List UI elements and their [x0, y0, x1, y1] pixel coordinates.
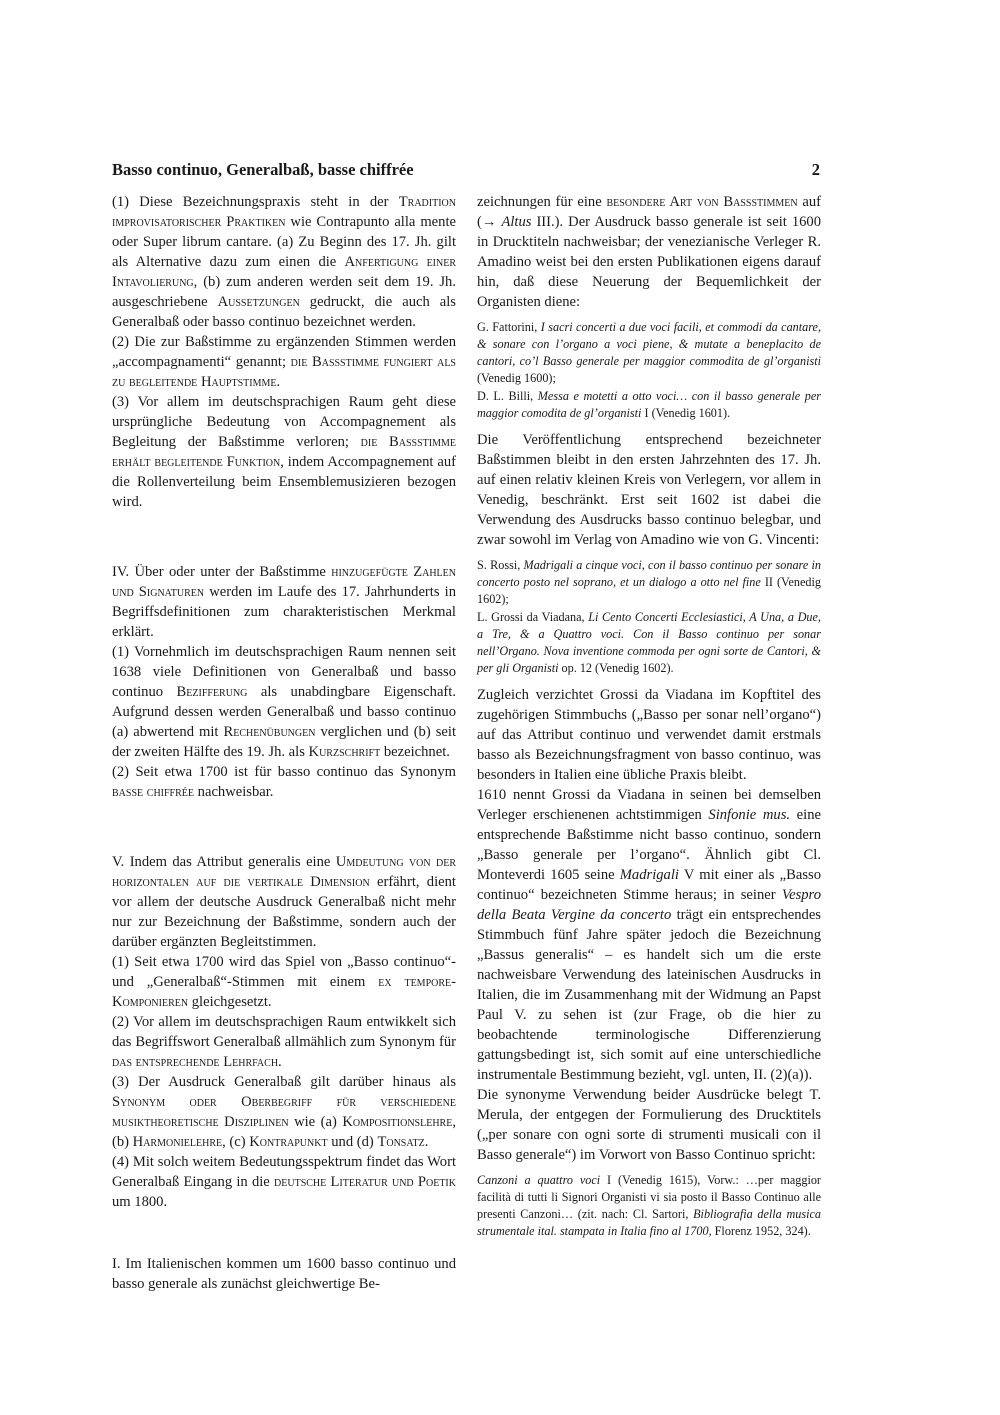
paragraph: 1610 nennt Grossi da Viadana in seinen bei demselben Verleger erschienenen achtstimmigen Sinfonie mus. eine entsprechende Baßstimme nicht basso continuo, sondern „Basso generale per l’organo“. Ähnlich gibt Cl. Monteverdi 1605 seine Madrigali V mit einer als „Basso continuo“ bezeichneten Stimme heraus; in seiner Vespro della Beata Vergine da concerto trägt ein entsprechendes Stimmbuch fünf Jahre später jedoch die Bezeichnung „Bassus generalis“ – es handelt sich um die erste nachweisbare Verwendung des lateinischen Ausdrucks in Italien, die im Zusammenhang mit der Widmung an Papst Paul V. zu sehen ist (zur Frage, ob die hier zu beobachtende terminologische Differenzierung gattungsbedingt ist, sich somit auf eine unterschiedliche instrumentale Bestimmung bezieht, vgl. unten, II. (2)(a)). — [477, 787, 821, 1083]
citation: Canzoni a quattro voci I (Venedig 1615), Vorw.: …per maggior facilità di tutti li Signori Organisti vi sia posto il Basso Continuo alle presenti Canzoni… (zit. nach: Cl. Sartori, Bibliografia della musica strumentale ital. stampata in Italia fino al 1700, Florenz 1952, 324). — [477, 1173, 822, 1238]
paragraph: (3) Der Ausdruck Generalbaß gilt darüber hinaus als Synonym oder Oberbegriff für verschiedene musiktheoretische Disziplinen wie (a) Kompositionslehre, (b) Harmonielehre, (c) Kontrapunkt und (d) Tonsatz. — [112, 1074, 456, 1150]
citation: D. L. Billi, Messa e motetti a otto voci… con il basso generale per maggior comodita de gl’organisti I (Venedig 1601). — [477, 389, 822, 420]
citation: S. Rossi, Madrigali a cinque voci, con il basso continuo per sonare in concerto posto nel soprano, et un dialogo a otto nel fine II (Venedig 1602); — [477, 558, 822, 606]
page-number: 2 — [811, 160, 820, 179]
paragraph: (2) Seit etwa 1700 ist für basso continuo das Synonym basse chiffrée nachweisbar. — [112, 764, 456, 800]
citation: L. Grossi da Viadana, Li Cento Concerti Ecclesiastici, A Una, a Due, a Tre, & a Quattro voci. Con il Basso continuo per sonar nell’Organo. Nova inventione commoda per ogni sorte de Cantori, & per gli Organisti op. 12 (Venedig 1602). — [477, 610, 821, 675]
paragraph: (1) Vornehmlich im deutschsprachigen Raum nennen seit 1638 viele Definitionen von Generalbaß und basso continuo Bezifferung als unabdingbare Eigenschaft. Aufgrund dessen werden Generalbaß und basso continuo (a) abwertend mit Rechenübungen verglichen und (b) seit der zweiten Hälfte des 19. Jh. als Kurzschrift bezeichnet. — [112, 644, 456, 760]
paragraph: (2) Vor allem im deutschsprachigen Raum entwikkelt sich das Begriffswort Generalbaß allmählich zum Synonym für das entsprechende Lehrfach. — [112, 1014, 456, 1070]
citation-block — [477, 1172, 821, 1240]
section-i-paragraph: I. Im Italienischen kommen um 1600 basso continuo und basso generale als zunächst gleichwertige Be- — [112, 1256, 456, 1292]
paragraph: (1) Seit etwa 1700 wird das Spiel von „Basso continuo“- und „Generalbaß“-Stimmen mit einem ex tempore-Komponieren gleichgesetzt. — [112, 954, 456, 1010]
paragraph: Die synonyme Verwendung beider Ausdrücke belegt T. Merula, der entgegen der Formulierung des Drucktitels („per sonare con ogni sorte di strumenti musicali con il Basso generale“) im Vorwort von Basso Continuo spricht: — [477, 1087, 821, 1163]
paragraph: (4) Mit solch weitem Bedeutungsspektrum findet das Wort Generalbaß Eingang in die deutsche Literatur und Poetik um 1800. — [112, 1154, 456, 1210]
left-column — [112, 192, 456, 1294]
header-title: Basso continuo, Generalbaß, basse chiffrée — [112, 160, 414, 179]
paragraph: Zugleich verzichtet Grossi da Viadana im Kopftitel des zugehörigen Stimmbuchs („Basso per sonar nell’organo“) auf das Attribut continuo und verwendet damit erstmals basso als Bezeichnungsfragment von basso continuo, was besonders in Italien eine übliche Praxis bleibt. — [477, 687, 821, 783]
paragraph: (1) Diese Bezeichnungspraxis steht in der Tradition improvisatorischer Praktiken wie Contrapunto alla mente oder Super librum cantare. (a) Zu Beginn des 17. Jh. gilt als Alternative dazu zum einen die Anfertigung einer Intavolierung, (b) zum anderen werden seit dem 19. Jh. ausgeschriebene Aussetzungen gedruckt, die auch als Generalbaß oder basso continuo bezeichnet werden. — [112, 194, 457, 330]
paragraph: Die Veröffentlichung entsprechend bezeichneter Baßstimmen bleibt in den ersten Jahrzehnten des 17. Jh. auf einen relativ kleinen Kreis von Verlegern, vor allem in Venedig, beschränkt. Erst seit 1602 ist dabei die Verwendung des Ausdrucks basso continuo belegbar, und zwar sowohl im Verlag von Amadino wie von G. Vincenti: — [477, 432, 821, 548]
right-column — [477, 192, 821, 1248]
citation-block — [477, 557, 821, 677]
citation-block — [477, 319, 821, 422]
citation: G. Fattorini, I sacri concerti a due voci facili, et commodi da cantare, & sonare con l’organo a voci piene, & mutate a beneplacito de cantori, co’l Basso generale per maggior commodita de gl’organisti (Venedig 1600); — [477, 320, 822, 385]
section-iv-paragraph: IV. Über oder unter der Baßstimme hinzugefügte Zahlen und Signaturen werden im Laufe des 17. Jahrhunderts in Begriffsdefinitionen zum charakteristischen Merkmal erklärt. — [112, 564, 456, 640]
paragraph: (2) Die zur Baßstimme zu ergänzenden Stimmen werden „accompagnamenti“ genannt; die Bassstimme fungiert als zu begleitende Hauptstimme. — [112, 334, 456, 390]
running-header — [112, 160, 820, 180]
paragraph: (3) Vor allem im deutschsprachigen Raum geht diese ursprüngliche Bedeutung von Accompagnement als Begleitung der Baßstimme verloren; die Bassstimme erhält begleitende Funktion, indem Accompagnement auf die Rollenverteilung beim Ensemblemusizieren bezogen wird. — [112, 394, 457, 510]
paragraph: zeichnungen für eine besondere Art von Bassstimmen auf (→ Altus III.). Der Ausdruck basso generale ist seit 1600 in Drucktiteln nachweisbar; der venezianische Verleger R. Amadino weist bei den ersten Publikationen eigens darauf hin, daß diese Neuerung der Bequemlichkeit der Organisten diene: — [477, 194, 822, 310]
section-v-paragraph: V. Indem das Attribut generalis eine Umdeutung von der horizontalen auf die vertikale Dimension erfährt, dient vor allem der deutsche Ausdruck Generalbaß nicht mehr nur zur Bezeichnung der Baßstimme, sondern auch der darüber ergänzten Begleitstimmen. — [112, 854, 457, 950]
